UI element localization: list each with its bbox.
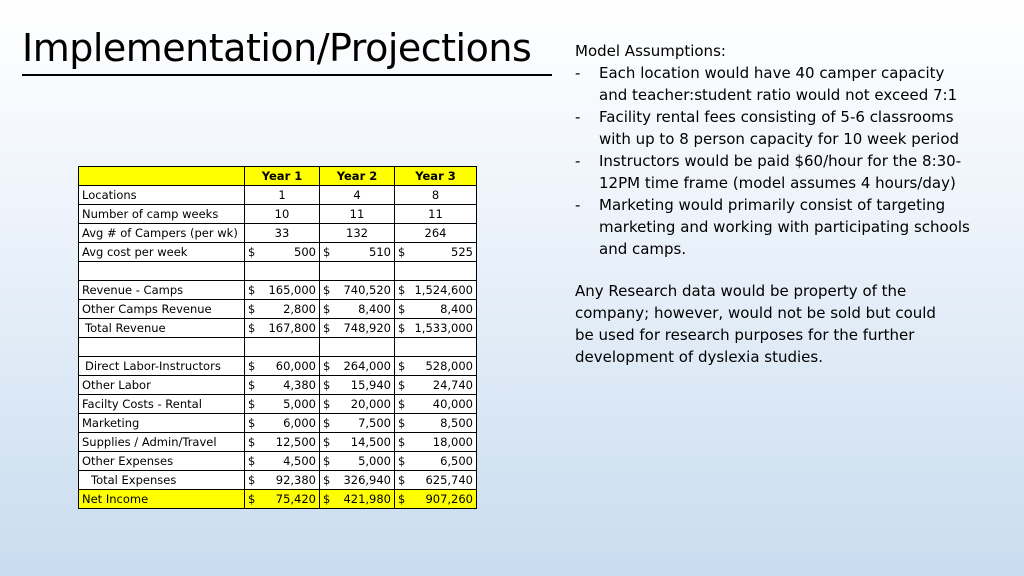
currency-sign: $	[398, 492, 406, 506]
cell-value: 8,400	[440, 302, 473, 316]
table-row	[79, 376, 477, 395]
cell-value: 10	[245, 205, 320, 224]
currency-sign: $	[248, 435, 256, 449]
assumption-text: Facility rental fees consisting of 5-6 classrooms with up to 8 person capacity for 10 week period	[599, 108, 960, 148]
header-year-2: Year 2	[320, 167, 395, 186]
currency-sign: $	[398, 473, 406, 487]
money-cell	[320, 300, 395, 319]
currency-sign: $	[323, 416, 331, 430]
row-label-facility-costs: Facilty Costs - Rental	[79, 395, 245, 414]
currency-sign: $	[398, 416, 406, 430]
cell-value: 1,533,000	[414, 321, 473, 335]
money-cell	[245, 300, 320, 319]
currency-sign: $	[398, 397, 406, 411]
cell-value: 11	[395, 205, 477, 224]
money-cell	[245, 490, 320, 509]
assumption-text: Each location would have 40 camper capacity and teacher:student ratio would not exceed 7:1	[599, 64, 958, 104]
row-label-supplies: Supplies / Admin/Travel	[79, 433, 245, 452]
currency-sign: $	[323, 397, 331, 411]
currency-sign: $	[248, 283, 256, 297]
money-cell	[245, 414, 320, 433]
row-label-camp-weeks: Number of camp weeks	[79, 205, 245, 224]
research-note: Any Research data would be property of the company; however, would not be sold but could be used for research purposes for the further development of dyslexia studies.	[575, 282, 936, 366]
row-label-total-expenses: Total Expenses	[79, 471, 245, 490]
page-title: Implementation/Projections	[22, 26, 532, 70]
table-row	[79, 186, 477, 205]
table-row	[79, 243, 477, 262]
spacer-row	[79, 338, 477, 357]
header-blank	[79, 167, 245, 186]
cell-value: 740,520	[343, 283, 391, 297]
title-underline	[22, 74, 552, 76]
table-row	[79, 471, 477, 490]
cell-value: 75,420	[275, 492, 316, 506]
cell-value: 1,524,600	[414, 283, 473, 297]
assumptions-heading: Model Assumptions:	[575, 42, 726, 60]
cell-value: 132	[320, 224, 395, 243]
money-cell	[320, 357, 395, 376]
money-cell	[395, 433, 477, 452]
row-label-marketing: Marketing	[79, 414, 245, 433]
cell-value: 264,000	[343, 359, 391, 373]
cell-value: 165,000	[268, 283, 316, 297]
currency-sign: $	[248, 378, 256, 392]
table-row	[79, 224, 477, 243]
money-cell	[320, 490, 395, 509]
row-label-locations: Locations	[79, 186, 245, 205]
cell-value: 1	[245, 186, 320, 205]
money-cell	[395, 395, 477, 414]
money-cell	[395, 281, 477, 300]
cell-value: 500	[294, 245, 316, 259]
cell-value: 167,800	[268, 321, 316, 335]
currency-sign: $	[398, 283, 406, 297]
cell-value: 4,380	[283, 378, 316, 392]
money-cell	[395, 300, 477, 319]
row-label-revenue-camps: Revenue - Camps	[79, 281, 245, 300]
money-cell	[320, 395, 395, 414]
money-cell	[395, 452, 477, 471]
currency-sign: $	[398, 245, 406, 259]
cell-value: 8	[395, 186, 477, 205]
money-cell	[245, 395, 320, 414]
row-label-other-labor: Other Labor	[79, 376, 245, 395]
cell-value: 5,000	[358, 454, 391, 468]
cell-value: 14,500	[350, 435, 391, 449]
money-cell	[245, 471, 320, 490]
cell-value: 528,000	[425, 359, 473, 373]
currency-sign: $	[398, 321, 406, 335]
cell-value: 40,000	[432, 397, 473, 411]
cell-value: 60,000	[275, 359, 316, 373]
cell-value: 907,260	[425, 492, 473, 506]
cell-value: 510	[369, 245, 391, 259]
bullet-dash: -	[575, 64, 581, 82]
bullet-dash: -	[575, 108, 581, 126]
list-item	[575, 194, 970, 260]
money-cell	[320, 414, 395, 433]
currency-sign: $	[323, 435, 331, 449]
cell-value: 7,500	[358, 416, 391, 430]
money-cell	[245, 281, 320, 300]
table-row	[79, 395, 477, 414]
cell-value: 525	[451, 245, 473, 259]
cell-value: 18,000	[432, 435, 473, 449]
currency-sign: $	[248, 492, 256, 506]
currency-sign: $	[248, 302, 256, 316]
money-cell	[320, 452, 395, 471]
cell-value: 4,500	[283, 454, 316, 468]
cell-value: 11	[320, 205, 395, 224]
currency-sign: $	[248, 473, 256, 487]
table-row	[79, 452, 477, 471]
cell-value: 33	[245, 224, 320, 243]
cell-value: 6,500	[440, 454, 473, 468]
cell-value: 421,980	[343, 492, 391, 506]
currency-sign: $	[323, 283, 331, 297]
table-row	[79, 357, 477, 376]
net-income-row	[79, 490, 477, 509]
bullet-dash: -	[575, 152, 581, 170]
cell-value: 264	[395, 224, 477, 243]
assumptions-panel	[575, 40, 970, 368]
money-cell	[395, 414, 477, 433]
row-label-total-revenue: Total Revenue	[79, 319, 245, 338]
cell-value: 20,000	[350, 397, 391, 411]
money-cell	[395, 357, 477, 376]
money-cell	[320, 319, 395, 338]
assumption-text: Instructors would be paid $60/hour for the 8:30-12PM time frame (model assumes 4 hours/day)	[599, 152, 962, 192]
table-row	[79, 300, 477, 319]
cell-value: 6,000	[283, 416, 316, 430]
cell-value: 748,920	[343, 321, 391, 335]
cell-value: 15,940	[350, 378, 391, 392]
table-row	[79, 281, 477, 300]
row-label-other-camps-revenue: Other Camps Revenue	[79, 300, 245, 319]
currency-sign: $	[323, 359, 331, 373]
header-year-3: Year 3	[395, 167, 477, 186]
money-cell	[245, 433, 320, 452]
table-row	[79, 205, 477, 224]
financial-projections-table	[78, 166, 477, 509]
row-label-avg-campers: Avg # of Campers (per wk)	[79, 224, 245, 243]
cell-value: 5,000	[283, 397, 316, 411]
currency-sign: $	[323, 473, 331, 487]
list-item	[575, 106, 970, 150]
money-cell	[395, 243, 477, 262]
money-cell	[395, 376, 477, 395]
table-row	[79, 414, 477, 433]
money-cell	[245, 243, 320, 262]
money-cell	[320, 243, 395, 262]
money-cell	[320, 433, 395, 452]
currency-sign: $	[398, 359, 406, 373]
table-row	[79, 433, 477, 452]
currency-sign: $	[248, 359, 256, 373]
assumption-text: Marketing would primarily consist of targeting marketing and working with participating schools and camps.	[599, 196, 970, 258]
currency-sign: $	[398, 454, 406, 468]
cell-value: 24,740	[432, 378, 473, 392]
row-label-other-expenses: Other Expenses	[79, 452, 245, 471]
cell-value: 8,500	[440, 416, 473, 430]
cell-value: 625,740	[425, 473, 473, 487]
cell-value: 92,380	[275, 473, 316, 487]
currency-sign: $	[398, 378, 406, 392]
row-label-avg-cost: Avg cost per week	[79, 243, 245, 262]
currency-sign: $	[248, 245, 256, 259]
currency-sign: $	[323, 302, 331, 316]
list-item	[575, 150, 970, 194]
money-cell	[320, 471, 395, 490]
money-cell	[245, 319, 320, 338]
table-row	[79, 319, 477, 338]
money-cell	[245, 357, 320, 376]
money-cell	[320, 376, 395, 395]
money-cell	[320, 281, 395, 300]
list-item	[575, 62, 970, 106]
money-cell	[245, 376, 320, 395]
currency-sign: $	[323, 454, 331, 468]
row-label-net-income: Net Income	[79, 490, 245, 509]
cell-value: 8,400	[358, 302, 391, 316]
money-cell	[395, 490, 477, 509]
cell-value: 4	[320, 186, 395, 205]
currency-sign: $	[323, 245, 331, 259]
currency-sign: $	[323, 378, 331, 392]
currency-sign: $	[323, 492, 331, 506]
money-cell	[395, 319, 477, 338]
currency-sign: $	[248, 397, 256, 411]
cell-value: 2,800	[283, 302, 316, 316]
cell-value: 12,500	[275, 435, 316, 449]
currency-sign: $	[248, 321, 256, 335]
header-year-1: Year 1	[245, 167, 320, 186]
assumptions-list	[575, 62, 970, 260]
currency-sign: $	[248, 416, 256, 430]
money-cell	[245, 452, 320, 471]
row-label-direct-labor: Direct Labor-Instructors	[79, 357, 245, 376]
currency-sign: $	[398, 435, 406, 449]
currency-sign: $	[248, 454, 256, 468]
currency-sign: $	[323, 321, 331, 335]
table-header-row	[79, 167, 477, 186]
cell-value: 326,940	[343, 473, 391, 487]
money-cell	[395, 471, 477, 490]
currency-sign: $	[398, 302, 406, 316]
spacer-row	[79, 262, 477, 281]
bullet-dash: -	[575, 196, 581, 214]
